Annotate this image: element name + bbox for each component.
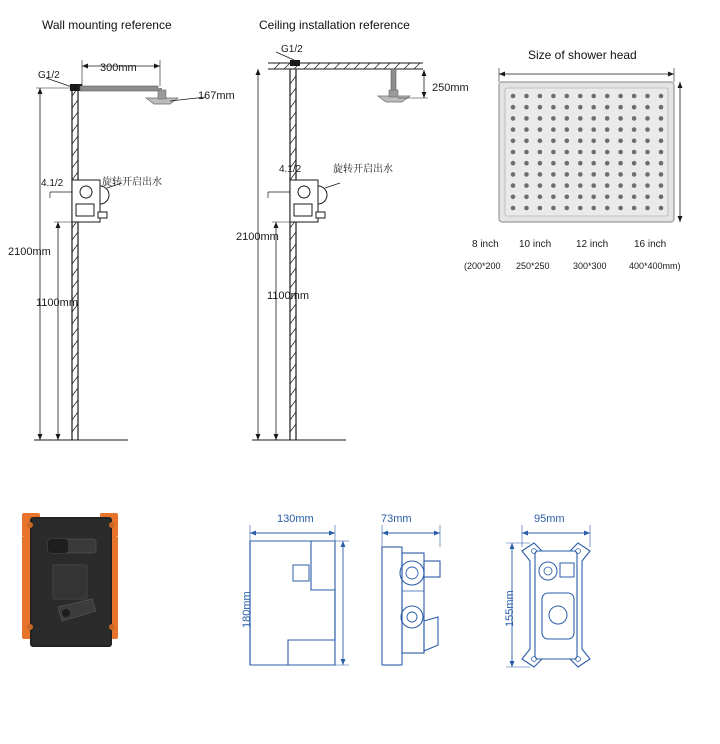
valve-front-width-label: 130mm — [277, 513, 314, 525]
shower-mm-8inch: (200*200 — [464, 261, 501, 271]
wall-arm-length-label: 300mm — [100, 62, 137, 74]
shower-size-16inch: 16 inch — [634, 239, 667, 250]
wall-inlet-label: G1/2 — [38, 70, 60, 81]
shower-size-10inch: 10 inch — [519, 239, 552, 250]
ceiling-total-height-label: 2100mm — [236, 231, 279, 243]
valve-body-width-label: 95mm — [534, 513, 565, 525]
wall-valve-note-label: 旋转开启出水 — [102, 177, 162, 188]
valve-photo — [8, 495, 158, 675]
ceiling-inlet-label: G1/2 — [281, 44, 303, 55]
shower-mm-16inch: 400*400mm) — [629, 261, 681, 271]
ceiling-valve-height-label: 1100mm — [267, 290, 309, 302]
ceiling-installation-drawing — [228, 40, 458, 470]
wall-panel-title: Wall mounting reference — [42, 18, 172, 32]
wall-valve-height-label: 1100mm — [36, 297, 78, 309]
ceiling-valve-note-label: 旋转开启出水 — [333, 164, 393, 175]
wall-total-height-label: 2100mm — [8, 246, 51, 258]
ceiling-valve-size-label: 4.1/2 — [279, 164, 302, 175]
valve-body-height-label: 155mm — [504, 590, 516, 627]
ceiling-drop-length-label: 250mm — [432, 82, 469, 94]
shower-mm-10inch: 250*250 — [516, 261, 550, 271]
shower-head-title: Size of shower head — [528, 48, 637, 62]
shower-size-8inch: 8 inch — [472, 239, 499, 250]
valve-side-width-label: 73mm — [381, 513, 412, 525]
ceiling-panel-title: Ceiling installation reference — [259, 18, 410, 32]
wall-head-size-label: 167mm — [198, 90, 235, 102]
wall-valve-size-label: 4.1/2 — [41, 178, 64, 189]
shower-mm-12inch: 300*300 — [573, 261, 607, 271]
valve-front-height-label: 180mm — [241, 591, 253, 628]
shower-size-12inch: 12 inch — [576, 239, 609, 250]
shower-head-face-drawing — [480, 62, 700, 242]
